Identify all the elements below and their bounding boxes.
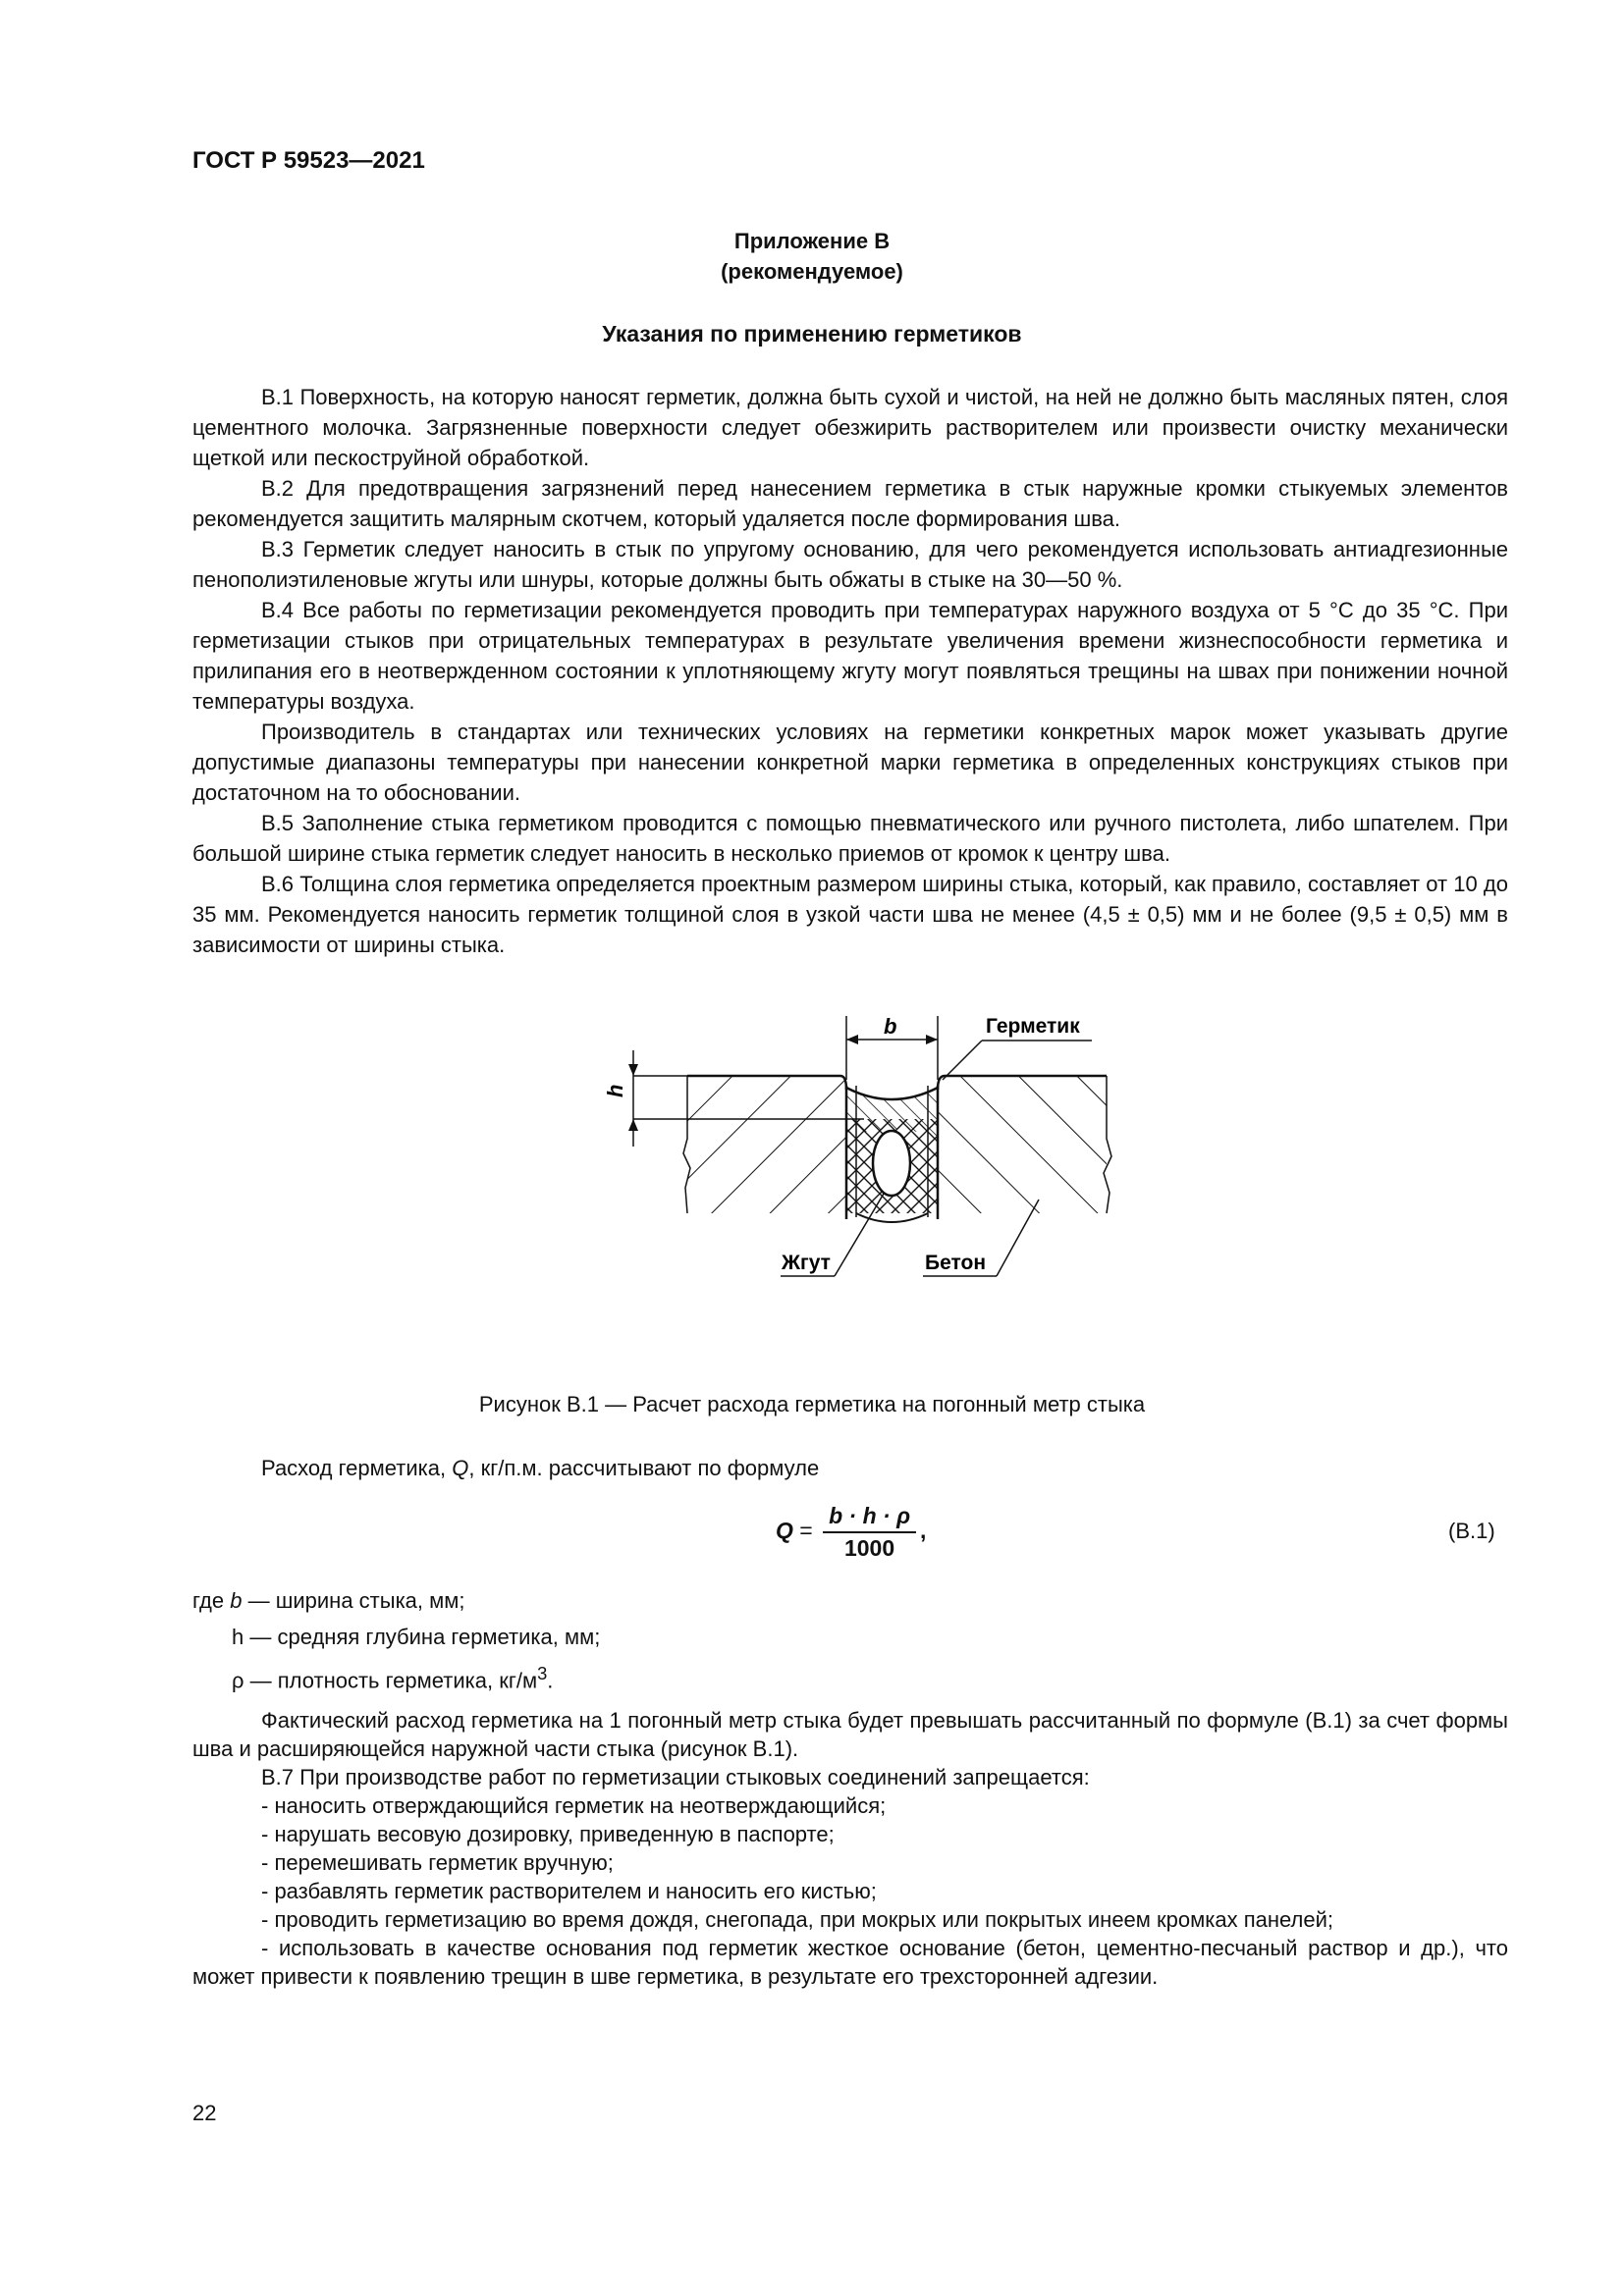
- cord-ellipse: [873, 1131, 910, 1196]
- paragraph-b2: В.2 Для предотвращения загрязнений перед нанесением герметика в стык наружные кромки стыкуемых элементов рекомендуется защитить малярным скотчем, который удаляется после формирования шва.: [192, 476, 1508, 531]
- prohibition-item: - перемешивать герметик вручную;: [261, 1850, 614, 1875]
- prohibition-item: - использовать в качестве основания под герметик жесткое основание (бетон, цементно-песчаный раствор и др.), что может привести к появлению трещин в шве герметика, в результате его трехсторонней адгезии.: [192, 1936, 1508, 1989]
- document-header: ГОСТ Р 59523—2021: [192, 147, 425, 174]
- formula-numerator: b · h · ρ: [823, 1503, 916, 1533]
- concrete-right: [938, 1076, 1107, 1213]
- paragraph-b4-manufacturer: Производитель в стандартах или технических условиях на герметики конкретных марок может указывать другие допустимые диапазоны температуры при нанесении конкретной марки герметика в определенных конструкциях стыков при достаточном на то обосновании.: [192, 720, 1508, 805]
- concrete-left: [687, 1076, 846, 1213]
- prohibition-item: - наносить отверждающийся герметик на неотверждающийся;: [261, 1793, 887, 1818]
- definition-h: h — средняя глубина герметика, мм;: [232, 1625, 601, 1649]
- definition-rho: ρ — плотность герметика, $кг/м^3$.: [232, 1663, 554, 1693]
- paragraph-actual-consumption: Фактический расход герметика на 1 погонный метр стыка будет превышать рассчитанный по формуле (В.1) за счет формы шва и расширяющейся наружной части стыка (рисунок В.1).: [192, 1708, 1508, 1761]
- label-cord: Жгут: [782, 1252, 831, 1274]
- paragraph-b1: В.1 Поверхность, на которую наносят герметик, должна быть сухой и чистой, на ней не должно быть масляных пятен, слоя цементного молочка. Загрязненные поверхности следует обезжирить растворителем или произвести очистку механически щеткой или пескоструйной обработкой.: [192, 385, 1508, 470]
- formula-eq: =: [799, 1518, 813, 1544]
- figure-caption: Рисунок В.1 — Расчет расхода герметика на погонный метр стыка: [478, 1392, 1146, 1416]
- paragraph-b3: В.3 Герметик следует наносить в стык по упругому основанию, для чего рекомендуется использовать антиадгезионные пенополиэтиленовые жгуты или шнуры, которые должны быть обжаты в стыке на 30—50 %.: [192, 537, 1508, 592]
- paragraph-b4: В.4 Все работы по герметизации рекомендуется проводить при температурах наружного воздуха от 5 °С до 35 °С. При герметизации стыков при отрицательных температурах в результате увеличения времени жизнеспособности герметика и прилипания его в неотвержденном состоянии к уплотняющему жгуту могут появляться трещины на швах при понижении ночной температуры воздуха.: [192, 598, 1508, 714]
- label-h: h: [603, 1084, 627, 1097]
- paragraph-b6: В.6 Толщина слоя герметика определяется проектным размером ширины стыка, который, как правило, составляет от 10 до 35 мм. Рекомендуется наносить герметик толщиной слоя в узкой части шва не менее (4,5 ± 0,5) мм и не более (9,5 ± 0,5) мм в зависимости от ширины стыка.: [192, 872, 1508, 957]
- formula-denominator: 1000: [843, 1535, 895, 1561]
- section-title: Указания по применению герметиков: [602, 321, 1022, 347]
- page-number: 22: [192, 2101, 217, 2125]
- label-sealant: Герметик: [986, 1015, 1080, 1038]
- formula-definitions: [192, 1582, 600, 1698]
- prohibition-item: - проводить герметизацию во время дождя, снегопада, при мокрых или покрытых инеем кромках панелей;: [261, 1907, 1333, 1932]
- label-b: b: [884, 1014, 897, 1039]
- formula-fraction: [823, 1503, 916, 1562]
- appendix-title: Приложение В: [733, 229, 891, 253]
- prohibition-item: - разбавлять герметик растворителем и наносить его кистью;: [261, 1879, 877, 1903]
- formula-trail: ,: [920, 1518, 927, 1544]
- prohibition-item: - нарушать весовую дозировку, приведенную в паспорте;: [261, 1822, 835, 1846]
- appendix-status: (рекомендуемое): [721, 259, 903, 284]
- paragraph-b5: В.5 Заполнение стыка герметиком проводится с помощью пневматического или ручного пистолета, либо шпателем. При большой ширине стыка герметик следует наносить в несколько приемов от кромок к центру шва.: [192, 811, 1508, 866]
- formula-intro: Расход герметика, Q, кг/п.м. рассчитывают по формуле: [261, 1456, 820, 1480]
- formula-number: (В.1): [1448, 1519, 1495, 1543]
- after-formula-text: [192, 1706, 1508, 1991]
- formula-lhs: Q: [776, 1518, 793, 1544]
- paragraph-b7: В.7 При производстве работ по герметизации стыковых соединений запрещается:: [261, 1765, 1090, 1789]
- definition-b: где b — ширина стыка, мм;: [192, 1588, 465, 1613]
- label-concrete: Бетон: [925, 1252, 987, 1274]
- formula-b1: [776, 1503, 926, 1562]
